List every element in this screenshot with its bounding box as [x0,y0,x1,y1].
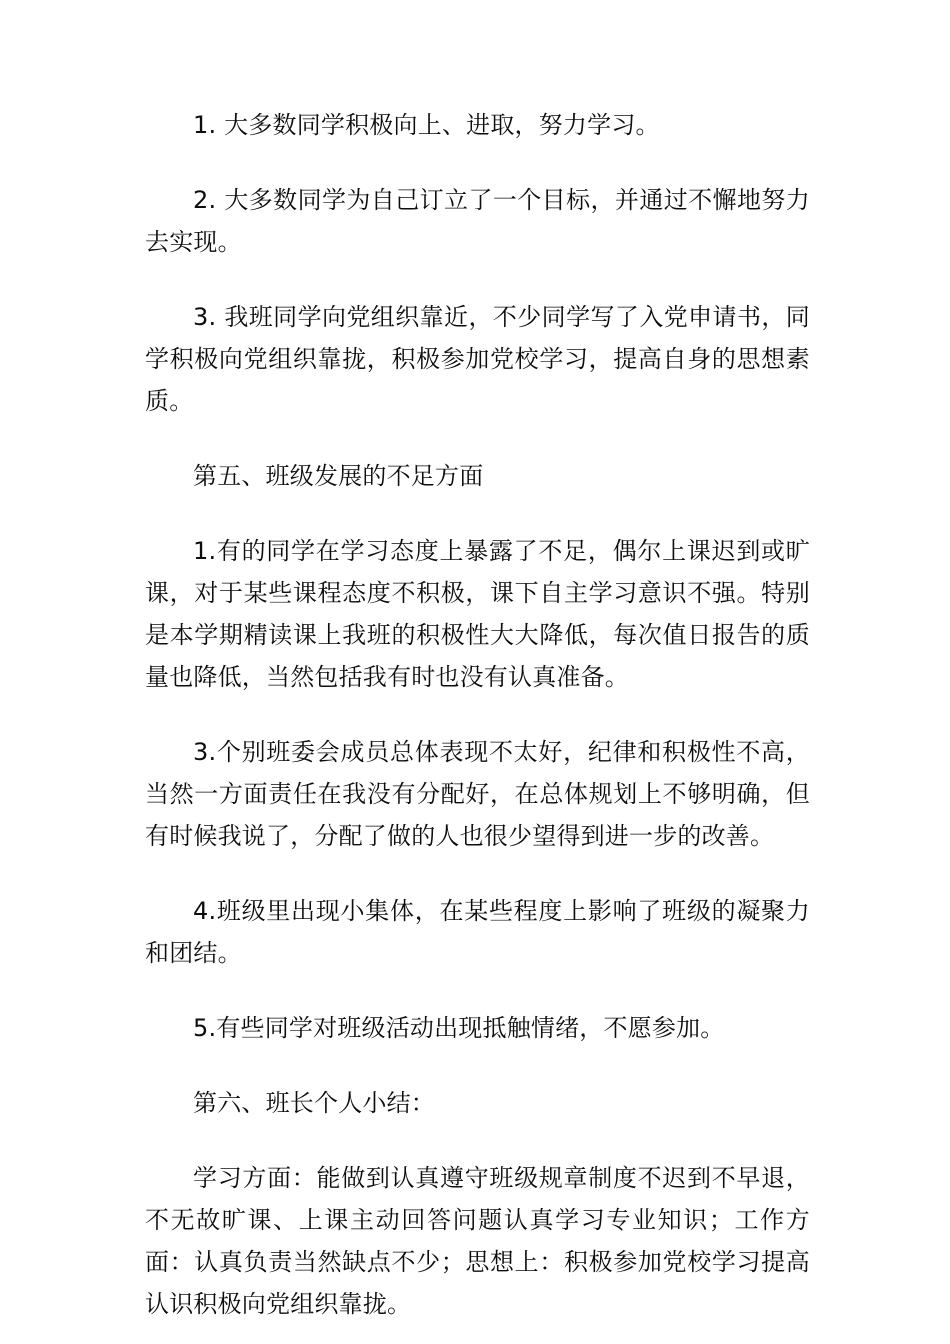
list-item-positive-1: 1. 大多数同学积极向上、进取，努力学习。 [193,111,660,139]
document-body [145,104,810,1325]
list-item-shortcoming-4: 4.班级里出现小集体，在某些程度上影响了班级的凝聚力和团结。 [145,897,810,967]
list-item-positive-2: 2. 大多数同学为自己订立了一个目标，并通过不懈地努力去实现。 [145,186,810,256]
personal-summary-paragraph: 学习方面：能做到认真遵守班级规章制度不迟到不早退，不无故旷课、上课主动回答问题认真学习专业知识；工作方面：认真负责当然缺点不少；思想上：积极参加党校学习提高认识积极向党组织靠拢。 [145,1164,810,1318]
list-item-shortcoming-1: 1.有的同学在学习态度上暴露了不足，偶尔上课迟到或旷课，对于某些课程态度不积极，课下自主学习意识不强。特别是本学期精读课上我班的积极性大大降低，每次值日报告的质量也降低，当然包括我有时也没有认真准备。 [145,537,810,691]
section-heading-six: 第六、班长个人小结： [193,1089,435,1117]
list-item-shortcoming-3: 3.个别班委会成员总体表现不太好，纪律和积极性不高，当然一方面责任在我没有分配好，在总体规划上不够明确，但有时候我说了，分配了做的人也很少望得到进一步的改善。 [145,738,810,850]
list-item-shortcoming-5: 5.有些同学对班级活动出现抵触情绪，不愿参加。 [193,1014,725,1042]
list-item-positive-3: 3. 我班同学向党组织靠近，不少同学写了入党申请书，同学积极向党组织靠拢，积极参加党校学习，提高自身的思想素质。 [145,303,810,415]
section-heading-five: 第五、班级发展的不足方面 [193,462,484,490]
